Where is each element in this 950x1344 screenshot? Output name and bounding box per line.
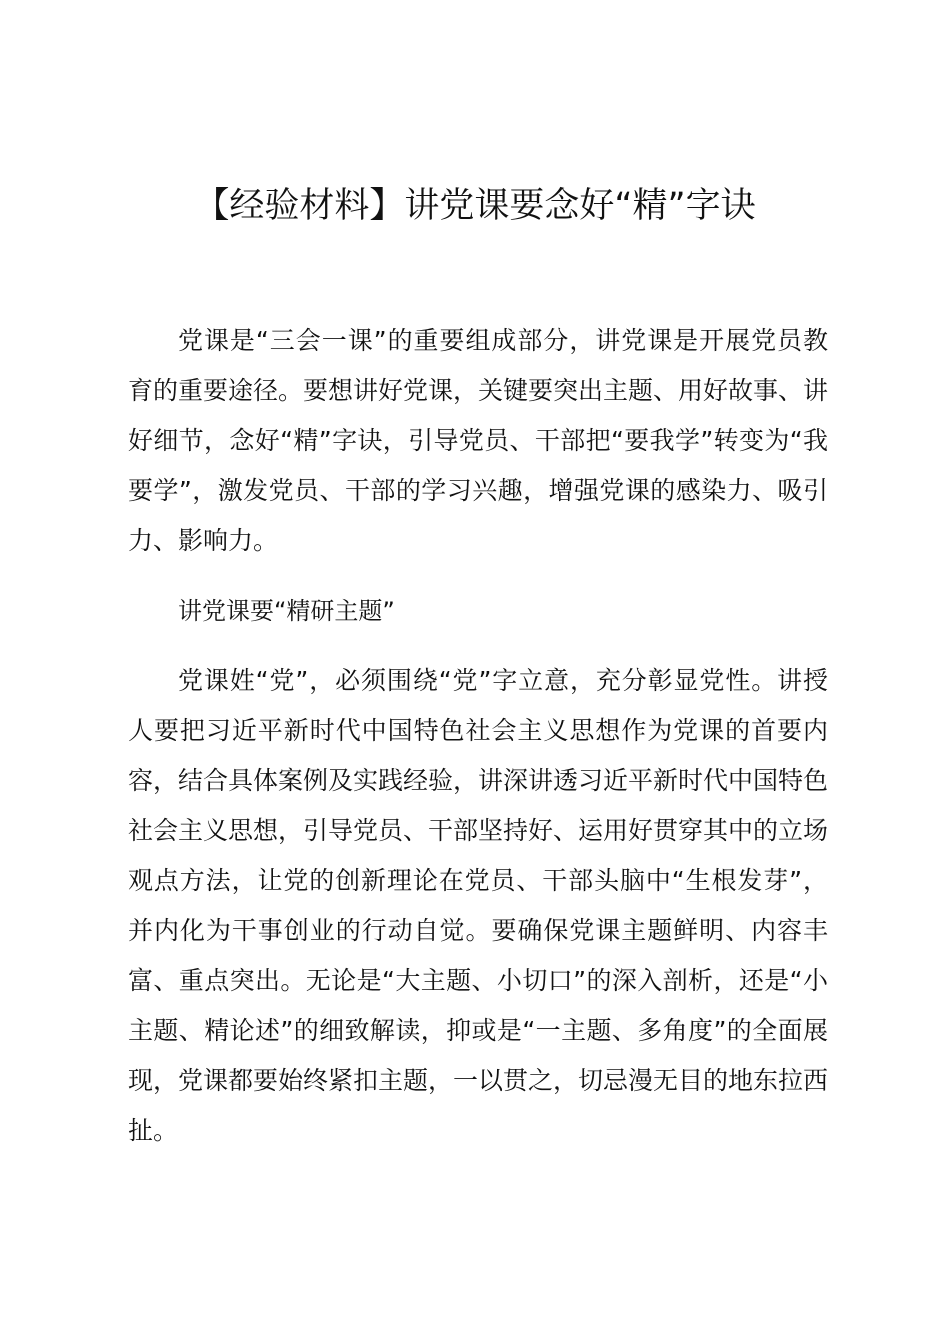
paragraph-spacer [128, 636, 828, 656]
paragraph-intro: 党课是“三会一课”的重要组成部分，讲党课是开展党员教育的重要途径。要想讲好党课，关键要突出主题、用好故事、讲好细节，念好“精”字诀，引导党员、干部把“要我学”转变为“我要学”，激发党员、干部的学习兴趣，增强党课的感染力、吸引力、影响力。 [128, 326, 829, 555]
document-body [128, 316, 828, 1156]
section-heading: 讲党课要“精研主题” [178, 597, 395, 625]
document-title: 【经验材料】讲党课要念好“精”字诀 [194, 186, 756, 226]
paragraph-spacer [128, 566, 828, 586]
paragraph-theme: 党课姓“党”，必须围绕“党”字立意，充分彰显党性。讲授人要把习近平新时代中国特色社会主义思想作为党课的首要内容，结合具体案例及实践经验，讲深讲透习近平新时代中国特色社会主义思想，引导党员、干部坚持好、运用好贯穿其中的立场观点方法，让党的创新理论在党员、干部头脑中“生根发芽”，并内化为干事创业的行动自觉。要确保党课主题鲜明、内容丰富、重点突出。无论是“大主题、小切口”的深入剖析，还是“小主题、精论述”的细致解读，抑或是“一主题、多角度”的全面展现，党课都要始终紧扣主题，一以贯之，切忌漫无目的地东拉西扯。 [128, 666, 829, 1145]
